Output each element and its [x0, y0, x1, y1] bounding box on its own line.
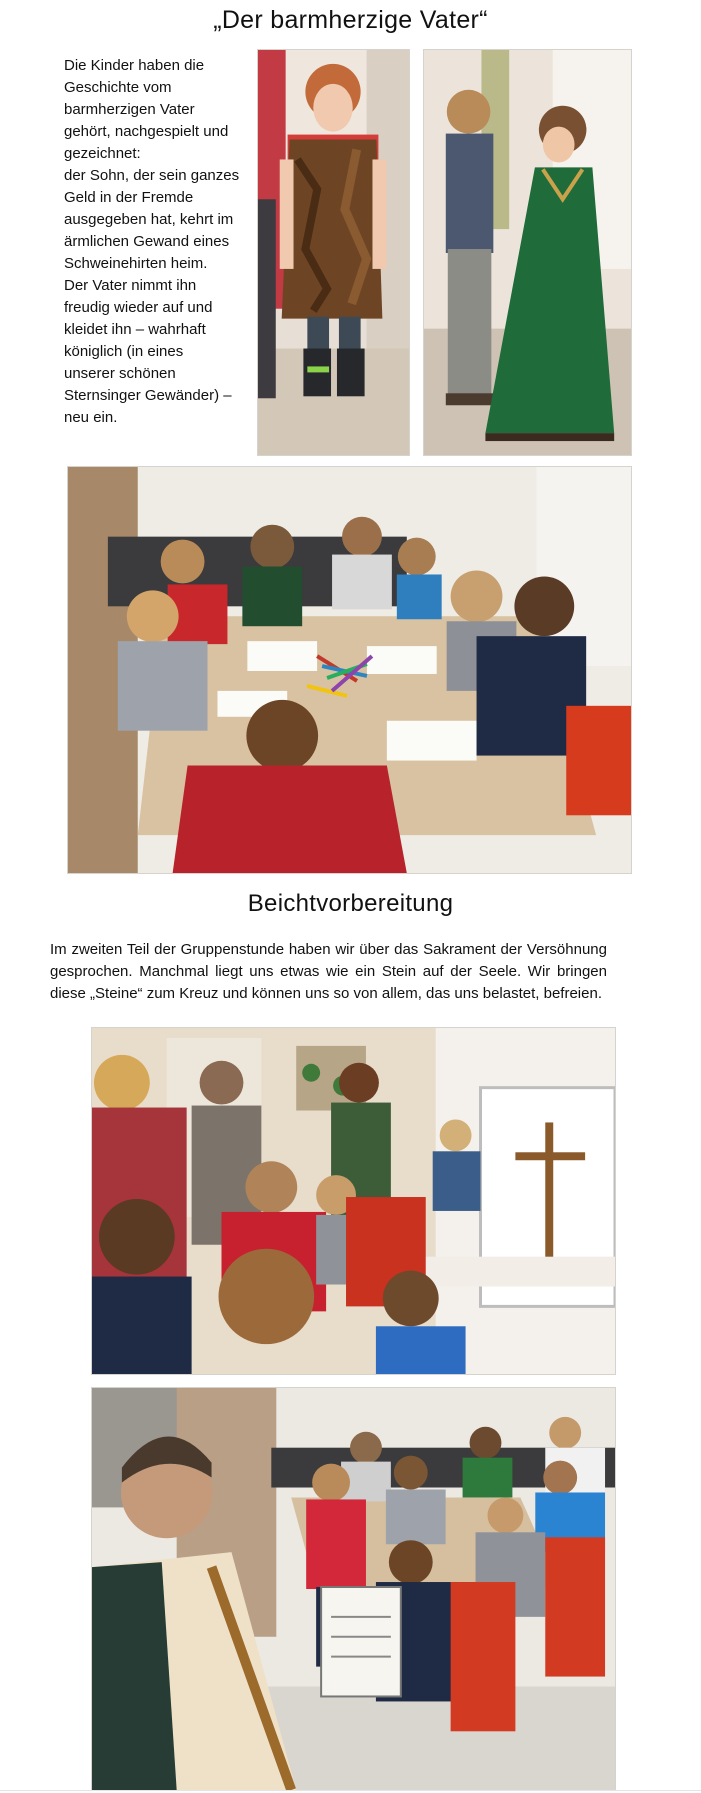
photo-boy-in-royal-robe	[423, 49, 632, 456]
photo-children-drawing	[67, 466, 632, 874]
page-bottom-divider	[0, 1790, 701, 1791]
intro-text: Die Kinder haben die Geschichte vom barmherzigen Vater gehört, nachgespielt und gezeichnet: der Sohn, der sein ganzes Geld in der Fremde ausgegeben hat, kehrt im ärmlichen Gewand eines Schweinehirten heim. Der Vater nimmt ihn freudig wieder auf und kleidet ihn – wahrhaft königlich (in eines unserer schönen Sternsinger Gewänder) – neu ein.	[64, 57, 240, 426]
section-paragraph: Im zweiten Teil der Gruppenstunde haben wir über das Sakrament der Versöhnung gesprochen. Manchmal liegt uns etwas wie ein Stein auf der Seele. Wir bringen diese „Steine“ zum Kreuz und können uns so von allem, das uns belastet, befreien.	[50, 941, 607, 1002]
photo-boy-in-shepherd-costume	[257, 49, 410, 456]
photo-group-at-crucifix	[91, 1027, 616, 1375]
page-title: „Der barmherzige Vater“	[213, 6, 488, 34]
photo-guitar-and-children	[91, 1387, 616, 1791]
section-heading: Beichtvorbereitung	[247, 890, 454, 917]
